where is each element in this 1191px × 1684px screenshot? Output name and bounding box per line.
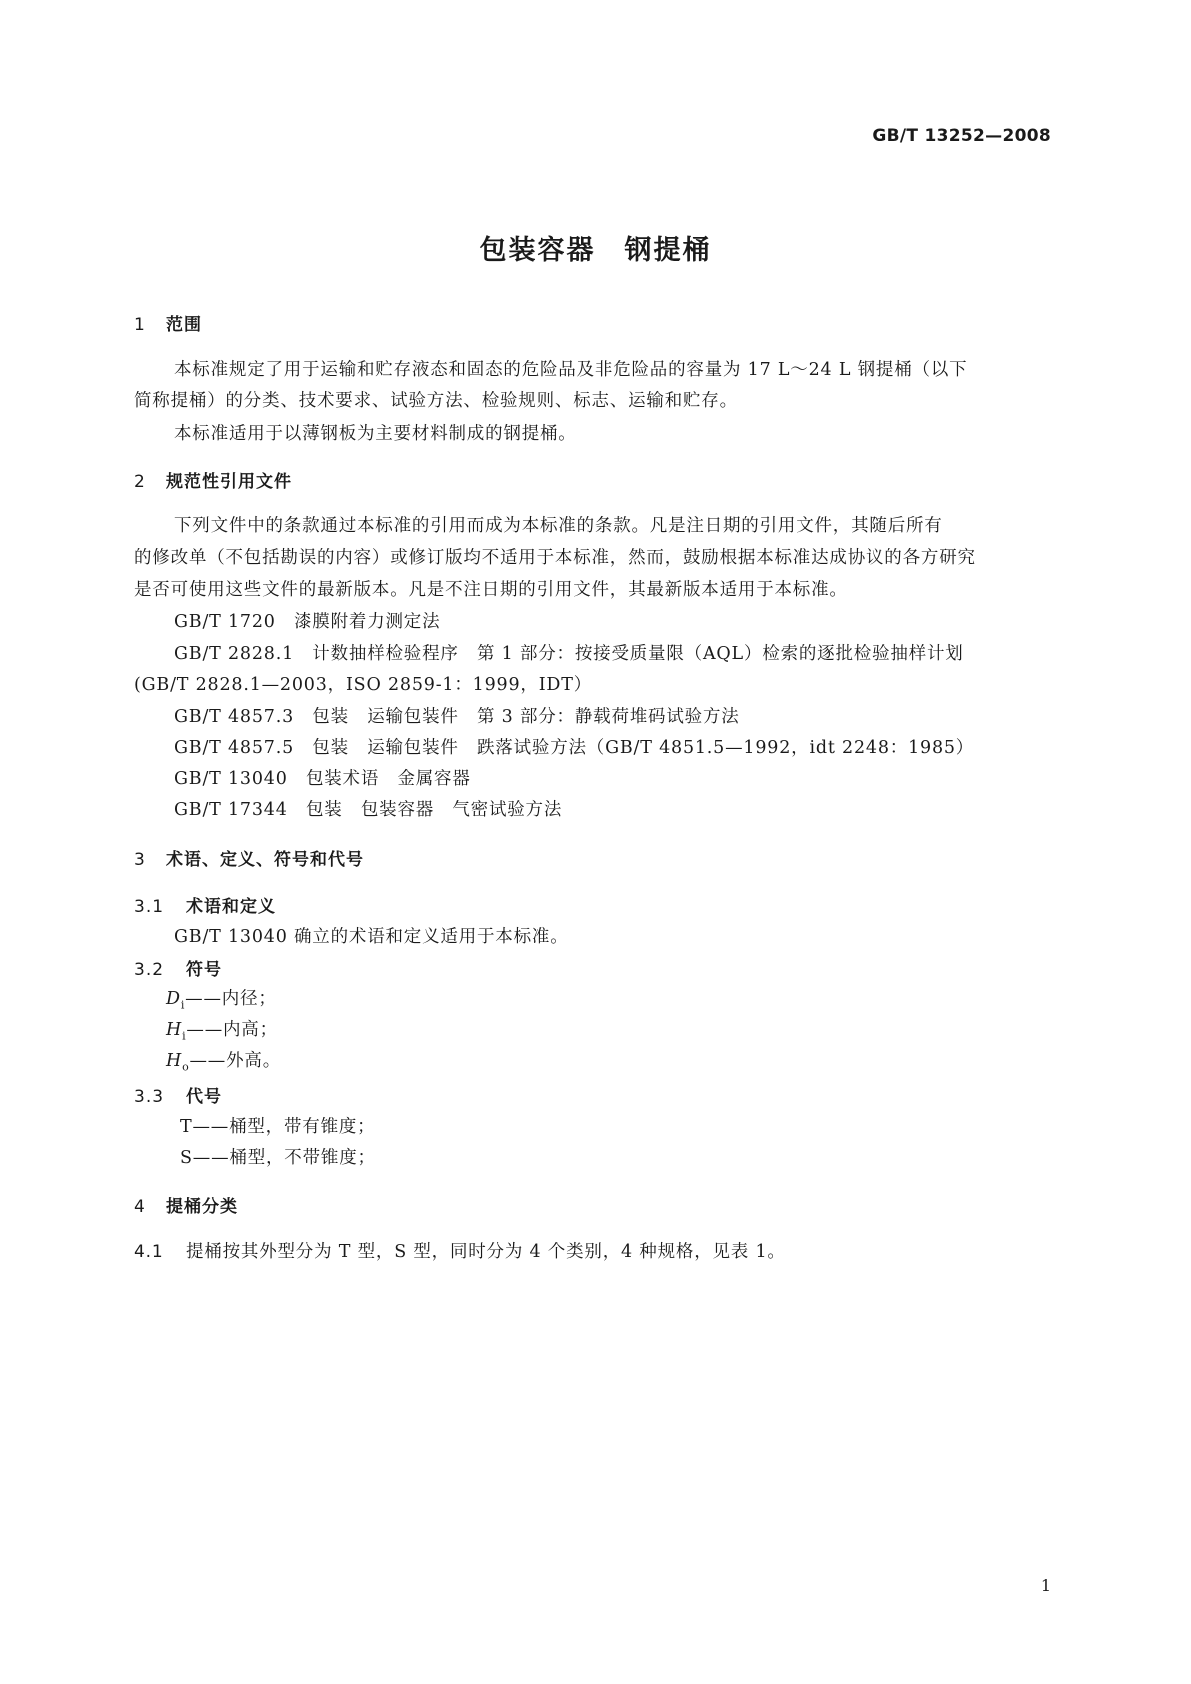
reference-item: GB/T 4857.5 包装 运输包装件 跌落试验方法（GB/T 4851.5—1992，idt 2248：1985） (174, 738, 975, 758)
symbol-item (166, 985, 277, 1012)
s1-paragraph-1-line-2: 简称提桶）的分类、技术要求、试验方法、检验规则、标志、运输和贮存。 (134, 391, 738, 411)
subsection-number: 3.3 (134, 1087, 165, 1107)
s2-intro-line-1: 下列文件中的条款通过本标准的引用而成为本标准的条款。凡是注日期的引用文件，其随后所有 (174, 516, 943, 536)
reference-item: GB/T 17344 包装 包装容器 气密试验方法 (174, 800, 563, 820)
subsection-number: 3.1 (134, 897, 165, 917)
standard-code: GB/T 13252—2008 (872, 126, 1051, 146)
s2-intro-line-3: 是否可使用这些文件的最新版本。凡是不注日期的引用文件，其最新版本适用于本标准。 (134, 580, 848, 600)
symbol-item (166, 1047, 281, 1074)
section-1-heading (134, 310, 202, 335)
symbol-letter: H (166, 1051, 183, 1071)
reference-item-continuation: (GB/T 2828.1—2003，ISO 2859-1：1999，IDT） (134, 675, 593, 695)
section-title: 提桶分类 (166, 1197, 238, 1217)
reference-item: GB/T 2828.1 计数抽样检验程序 第 1 部分：按接受质量限（AQL）检索的逐批检验抽样计划 (174, 644, 964, 664)
section-title: 术语、定义、符号和代号 (166, 850, 364, 870)
symbol-subscript: i (182, 1029, 187, 1043)
s4-1-clause (134, 1238, 786, 1263)
subsection-3-2-heading (134, 955, 222, 980)
symbol-description: ——外高。 (189, 1051, 281, 1071)
section-title: 规范性引用文件 (166, 472, 292, 492)
section-2-heading (134, 467, 292, 492)
s3-1-text: GB/T 13040 确立的术语和定义适用于本标准。 (174, 927, 569, 947)
page-number: 1 (1040, 1576, 1051, 1595)
symbol-subscript: i (180, 998, 186, 1012)
symbol-item (166, 1016, 278, 1043)
reference-item: GB/T 4857.3 包装 运输包装件 第 3 部分：静载荷堆码试验方法 (174, 707, 740, 727)
s2-intro-line-2: 的修改单（不包括勘误的内容）或修订版均不适用于本标准，然而，鼓励根据本标准达成协议的各方研究 (134, 548, 976, 568)
symbol-subscript: o (182, 1060, 190, 1074)
code-item: S——桶型，不带锥度； (180, 1148, 376, 1168)
clause-number: 4.1 (134, 1242, 164, 1262)
symbol-letter: H (166, 1020, 183, 1040)
s1-paragraph-1-line-1: 本标准规定了用于运输和贮存液态和固态的危险品及非危险品的容量为 17 L～24 L 钢提桶（以下 (174, 360, 968, 380)
symbol-letter: D (166, 989, 181, 1009)
subsection-title: 符号 (186, 960, 222, 980)
subsection-3-3-heading (134, 1082, 222, 1107)
section-number: 4 (134, 1197, 146, 1217)
reference-item: GB/T 13040 包装术语 金属容器 (174, 769, 471, 789)
reference-item: GB/T 1720 漆膜附着力测定法 (174, 612, 441, 632)
symbol-description: ——内径； (185, 989, 277, 1009)
subsection-number: 3.2 (134, 960, 165, 980)
page-title: 包装容器 钢提桶 (479, 235, 712, 266)
subsection-title: 术语和定义 (186, 897, 276, 917)
s1-paragraph-2: 本标准适用于以薄钢板为主要材料制成的钢提桶。 (174, 424, 577, 444)
section-number: 3 (134, 850, 146, 870)
code-item: T——桶型，带有锥度； (180, 1117, 376, 1137)
clause-text: 提桶按其外型分为 T 型，S 型，同时分为 4 个类别，4 种规格，见表 1。 (186, 1242, 786, 1262)
section-number: 1 (134, 315, 146, 335)
section-4-heading (134, 1192, 238, 1217)
symbol-description: ——内高； (186, 1020, 278, 1040)
section-3-heading (134, 845, 364, 870)
subsection-3-1-heading (134, 892, 276, 917)
section-number: 2 (134, 472, 146, 492)
subsection-title: 代号 (186, 1087, 222, 1107)
section-title: 范围 (166, 315, 202, 335)
